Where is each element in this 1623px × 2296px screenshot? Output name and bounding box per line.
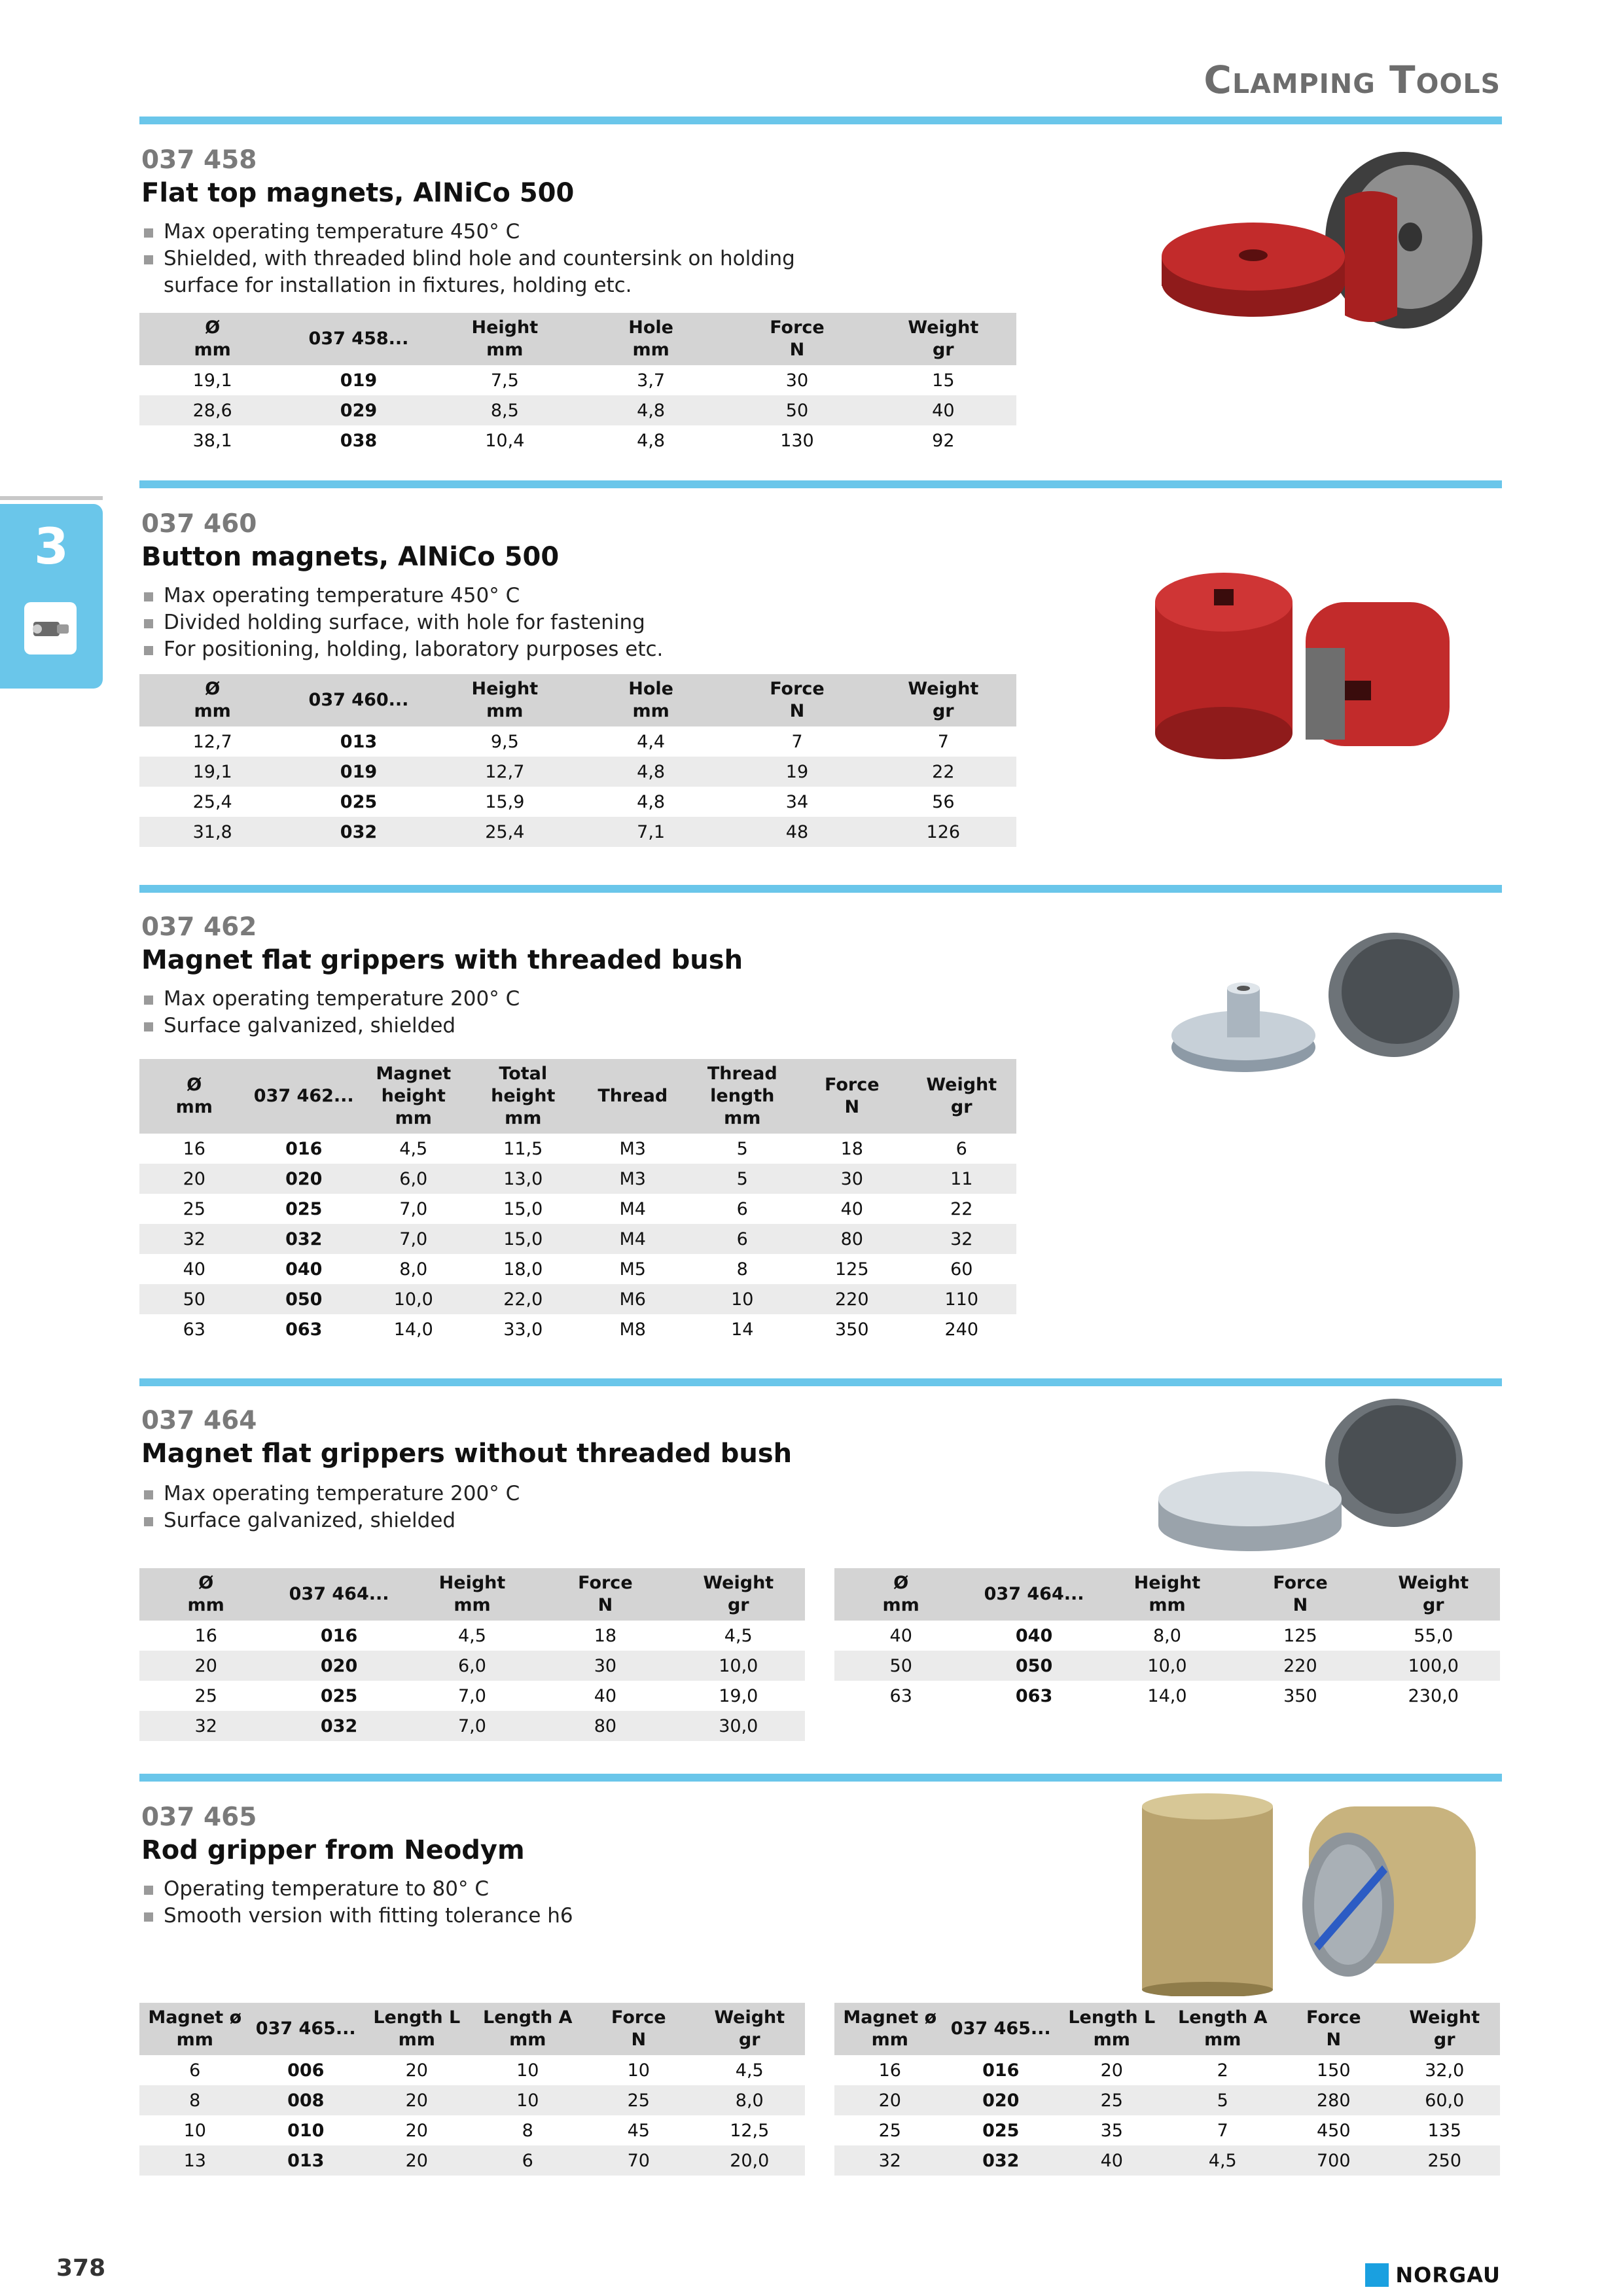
product-image-flat-top-magnet bbox=[1149, 145, 1502, 361]
column-header: 037 462... bbox=[249, 1059, 359, 1134]
table-row: 10 010 20 8 45 12,5 bbox=[183, 2120, 770, 2141]
feature-list bbox=[141, 583, 861, 663]
column-header: Ø mm bbox=[139, 1568, 272, 1621]
feature-item: Surface galvanized, shielded bbox=[141, 1507, 796, 1534]
table-row: 16 016 4,5 18 4,5 bbox=[194, 1625, 753, 1646]
column-header: Thread length mm bbox=[688, 1059, 798, 1134]
spec-table bbox=[139, 674, 1016, 847]
column-header: Length A mm bbox=[473, 2003, 584, 2055]
feature-item: Surface galvanized, shielded bbox=[141, 1013, 796, 1039]
table-row: 20 020 6,0 30 10,0 bbox=[139, 1651, 805, 1681]
feature-item: Smooth version with fitting tolerance h6 bbox=[141, 1903, 796, 1929]
product-code: 037 464 bbox=[141, 1406, 257, 1435]
product-title: Magnet flat grippers with threaded bush bbox=[141, 945, 743, 975]
table-row: 50 050 10,0 220 100,0 bbox=[834, 1651, 1500, 1681]
column-header: Weight gr bbox=[870, 674, 1016, 726]
product-code: 037 458 bbox=[141, 145, 257, 175]
table-row: 19,1 019 12,7 4,8 19 22 bbox=[139, 757, 1016, 787]
column-header: Ø mm bbox=[834, 1568, 967, 1621]
column-header: 037 464... bbox=[272, 1568, 405, 1621]
feature-item: Max operating temperature 450° C bbox=[141, 583, 861, 609]
section-divider bbox=[139, 885, 1502, 893]
table-row: 16 016 20 2 150 32,0 bbox=[878, 2060, 1465, 2081]
table-row: 28,6 029 8,5 4,8 50 40 bbox=[139, 395, 1016, 425]
column-header: Thread bbox=[578, 1059, 688, 1134]
column-header: Magnet ø mm bbox=[834, 2003, 946, 2055]
section-divider bbox=[139, 1774, 1502, 1782]
column-header: Magnet ø mm bbox=[139, 2003, 251, 2055]
table-row: 32 032 7,0 15,0 M4 6 80 32 bbox=[139, 1224, 1016, 1254]
column-header: Height mm bbox=[432, 674, 578, 726]
spec-table bbox=[139, 1059, 1016, 1344]
column-header: Length L mm bbox=[1056, 2003, 1168, 2055]
table-row: 50 050 10,0 22,0 M6 10 220 110 bbox=[139, 1284, 1016, 1314]
product-image-button-magnet bbox=[1149, 563, 1489, 766]
column-header: Weight gr bbox=[1389, 2003, 1501, 2055]
feature-list bbox=[141, 1480, 796, 1534]
spec-table-right bbox=[834, 1568, 1500, 1711]
spec-table-left bbox=[139, 2003, 805, 2176]
product-title: Magnet flat grippers without threaded bush bbox=[141, 1439, 793, 1469]
chapter-tab[interactable] bbox=[0, 504, 103, 689]
column-header: Force N bbox=[1234, 1568, 1366, 1621]
product-code: 037 460 bbox=[141, 509, 257, 539]
table-row: 63 063 14,0 33,0 M8 14 350 240 bbox=[183, 1319, 979, 1340]
product-image-rod-gripper bbox=[1139, 1793, 1486, 1996]
column-header: 037 458... bbox=[285, 313, 431, 365]
column-header: Length L mm bbox=[361, 2003, 473, 2055]
column-header: Height mm bbox=[432, 313, 578, 365]
column-header: Force N bbox=[797, 1059, 907, 1134]
page-heading: Clamping Tools bbox=[1204, 58, 1501, 102]
table-row: 13 013 20 6 70 20,0 bbox=[139, 2145, 805, 2176]
table-row: 31,8 032 25,4 7,1 48 126 bbox=[139, 817, 1016, 847]
table-row: 63 063 14,0 350 230,0 bbox=[889, 1685, 1459, 1706]
column-header: Hole mm bbox=[578, 313, 724, 365]
column-header: 037 465... bbox=[946, 2003, 1057, 2055]
spec-table bbox=[139, 313, 1016, 456]
column-header: Weight gr bbox=[907, 1059, 1017, 1134]
feature-item: Max operating temperature 450° C bbox=[141, 219, 796, 245]
column-header: Height mm bbox=[1101, 1568, 1234, 1621]
product-code: 037 465 bbox=[141, 1803, 257, 1832]
section-divider bbox=[139, 1378, 1502, 1386]
column-header: Ø mm bbox=[139, 1059, 249, 1134]
column-header: Force N bbox=[724, 313, 870, 365]
feature-list bbox=[141, 1876, 796, 1929]
product-code: 037 462 bbox=[141, 912, 257, 942]
feature-item: Max operating temperature 200° C bbox=[141, 986, 796, 1013]
section-divider bbox=[139, 480, 1502, 488]
feature-list bbox=[141, 219, 796, 299]
table-row: 19,1 019 7,5 3,7 30 15 bbox=[192, 370, 955, 391]
table-row: 32 032 40 4,5 700 250 bbox=[834, 2145, 1500, 2176]
table-row: 16 016 4,5 11,5 M3 5 18 6 bbox=[183, 1138, 967, 1159]
column-header: Weight gr bbox=[672, 1568, 805, 1621]
column-header: Hole mm bbox=[578, 674, 724, 726]
column-header: Total height mm bbox=[469, 1059, 579, 1134]
column-header: Force N bbox=[583, 2003, 694, 2055]
product-image-gripper-with-bush bbox=[1171, 923, 1472, 1086]
table-row: 25 025 7,0 15,0 M4 6 40 22 bbox=[183, 1198, 973, 1219]
column-header: Height mm bbox=[406, 1568, 539, 1621]
column-header: Ø mm bbox=[139, 674, 285, 726]
table-row: 38,1 038 10,4 4,8 130 92 bbox=[192, 430, 955, 451]
product-image-gripper-without-bush bbox=[1152, 1394, 1479, 1558]
spec-table-left bbox=[139, 1568, 805, 1741]
table-row: 40 040 8,0 18,0 M5 8 125 60 bbox=[183, 1259, 973, 1280]
table-row: 40 040 8,0 125 55,0 bbox=[889, 1625, 1454, 1646]
clamp-tool-icon bbox=[24, 602, 77, 655]
column-header: Ø mm bbox=[139, 313, 285, 365]
column-header: 037 464... bbox=[967, 1568, 1100, 1621]
feature-item: Shielded, with threaded blind hole and countersink on holding surface for installation in fixtures, holding etc. bbox=[141, 245, 796, 299]
table-row: 32 032 7,0 80 30,0 bbox=[139, 1711, 805, 1741]
table-row: 20 020 6,0 13,0 M3 5 30 11 bbox=[139, 1164, 1016, 1194]
column-header: 037 460... bbox=[285, 674, 431, 726]
product-title: Rod gripper from Neodym bbox=[141, 1835, 525, 1865]
column-header: Weight gr bbox=[870, 313, 1016, 365]
product-title: Button magnets, AlNiCo 500 bbox=[141, 542, 560, 572]
section-divider bbox=[139, 117, 1502, 124]
table-row: 8 008 20 10 25 8,0 bbox=[139, 2085, 805, 2115]
table-row: 25 025 35 7 450 135 bbox=[878, 2120, 1462, 2141]
column-header: Magnet height mm bbox=[359, 1059, 469, 1134]
table-row: 20 020 25 5 280 60,0 bbox=[834, 2085, 1500, 2115]
column-header: 037 465... bbox=[251, 2003, 362, 2055]
brand-name: NORGAU bbox=[1395, 2263, 1501, 2287]
brand-square-icon bbox=[1365, 2263, 1389, 2287]
table-row: 6 006 20 10 10 4,5 bbox=[189, 2060, 764, 2081]
spec-table-right bbox=[834, 2003, 1500, 2176]
column-header: Force N bbox=[1278, 2003, 1389, 2055]
column-header: Force N bbox=[539, 1568, 671, 1621]
table-row: 12,7 013 9,5 4,4 7 7 bbox=[192, 731, 949, 752]
table-row: 25,4 025 15,9 4,8 34 56 bbox=[192, 791, 955, 812]
table-row: 25 025 7,0 40 19,0 bbox=[194, 1685, 758, 1706]
feature-list bbox=[141, 986, 796, 1039]
chapter-number: 3 bbox=[34, 517, 69, 575]
column-header: Weight gr bbox=[694, 2003, 806, 2055]
feature-item: Divided holding surface, with hole for fastening bbox=[141, 609, 861, 636]
feature-item: For positioning, holding, laboratory purposes etc. bbox=[141, 636, 861, 663]
side-tab-divider bbox=[0, 496, 103, 500]
page-number: 378 bbox=[56, 2255, 106, 2282]
feature-item: Operating temperature to 80° C bbox=[141, 1876, 796, 1903]
feature-item: Max operating temperature 200° C bbox=[141, 1480, 796, 1507]
column-header: Length A mm bbox=[1168, 2003, 1279, 2055]
brand-logo bbox=[1365, 2263, 1501, 2287]
column-header: Force N bbox=[724, 674, 870, 726]
column-header: Weight gr bbox=[1367, 1568, 1500, 1621]
product-title: Flat top magnets, AlNiCo 500 bbox=[141, 178, 575, 208]
